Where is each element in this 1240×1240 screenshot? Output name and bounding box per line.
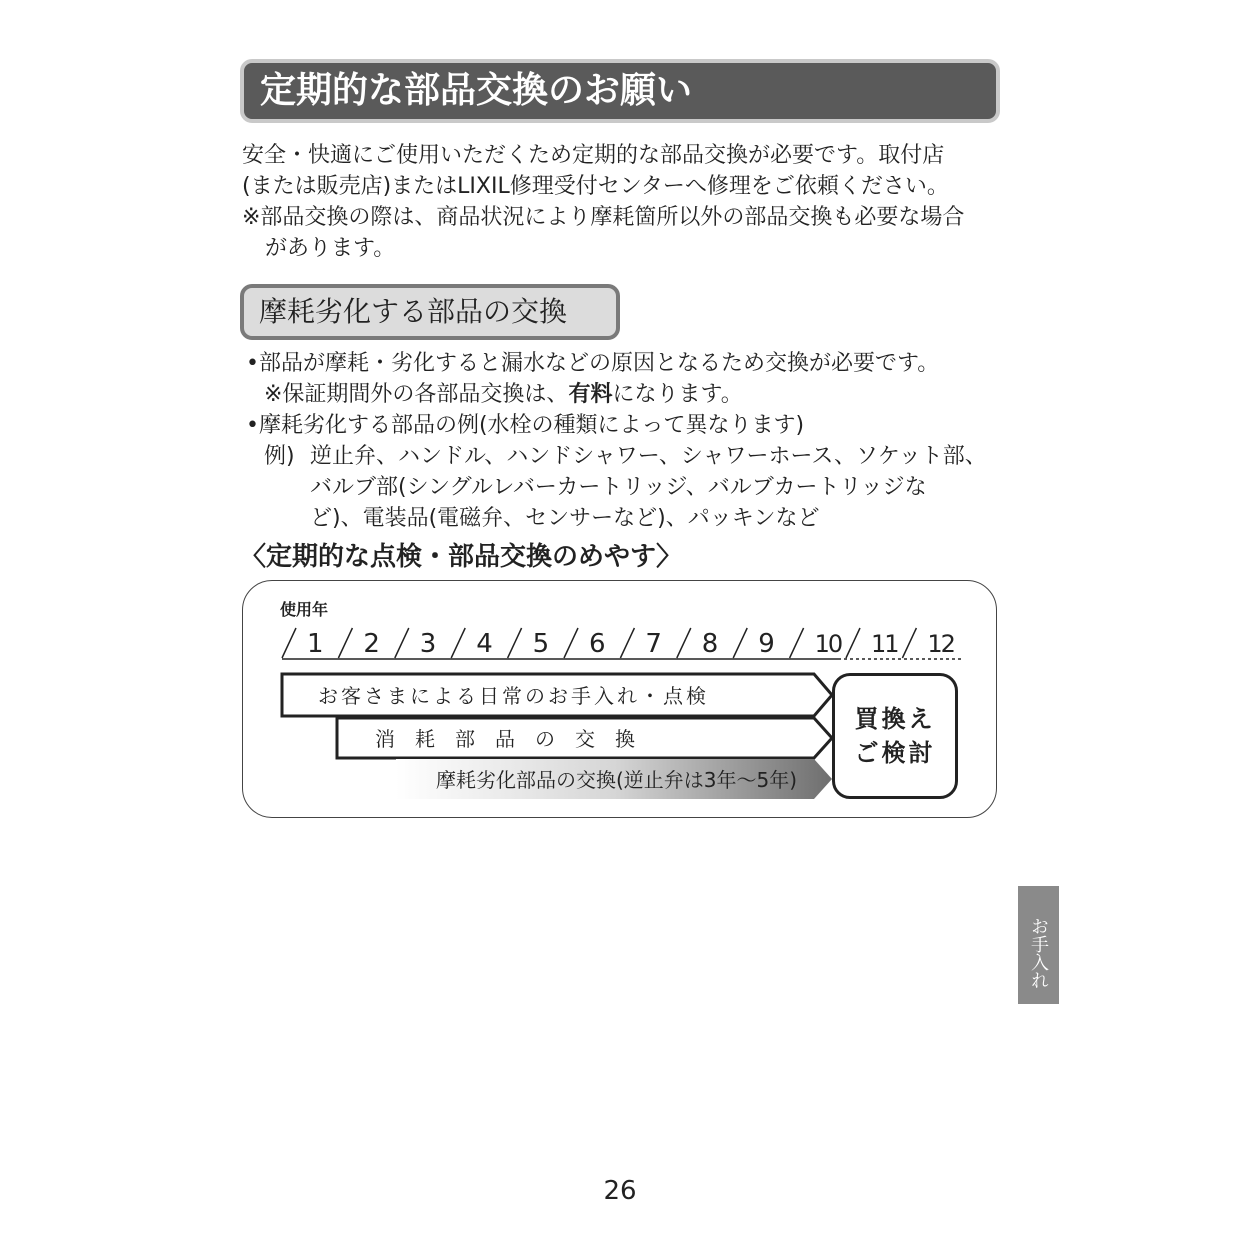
example-line: ど)、電装品(電磁弁、センサーなど)、パッキンなど [310,506,820,531]
year-number: 4 [476,629,493,659]
bar-daily-care-label: お客さまによる日常のお手入れ・点検 [318,684,709,708]
page-title: 定期的な部品交換のお願い [240,59,1000,123]
bullet-note: ※保証期間外の各部品交換は、有料になります。 [264,382,743,407]
year-slash [677,628,691,658]
year-number: 6 [589,629,606,659]
intro-note-cont: があります。 [265,236,396,261]
example-label: 例) [264,444,295,469]
year-slash [338,628,352,658]
year-number: 8 [701,629,719,659]
example-line: 逆止弁、ハンドル、ハンドシャワー、シャワーホース、ソケット部、 [310,444,987,469]
year-slash [282,628,296,658]
year-number: 3 [419,629,437,659]
years-label: 使用年 [280,600,329,619]
replacement-line: 買換え [854,705,936,733]
section-tab[interactable]: お手入れ [1018,886,1059,1004]
year-number: 12 [927,630,954,658]
schedule-title: 〈定期的な点検・部品交換のめやす〉 [240,542,683,572]
year-slash [902,628,916,658]
year-number: 5 [532,629,550,659]
page-number: 26 [603,1176,637,1206]
year-number: 11 [871,630,898,658]
year-slash [620,628,634,658]
year-number: 1 [307,629,324,659]
bullet-item: •摩耗劣化する部品の例(水栓の種類によって異なります) [246,413,805,438]
year-slash [508,628,522,658]
intro-note: ※部品交換の際は、商品状況により摩耗箇所以外の部品交換も必要な場合 [242,205,965,230]
year-slash [451,628,465,658]
year-slashes [282,628,916,658]
year-slash [564,628,578,658]
year-slash [846,628,860,658]
intro-line: 安全・快適にご使用いただくため定期的な部品交換が必要です。取付店 [242,143,945,168]
year-slash [395,628,409,658]
year-number: 7 [645,629,662,659]
replacement-line: ご検討 [854,739,936,767]
section-header: 摩耗劣化する部品の交換 [240,284,620,340]
example-line: バルブ部(シングルレバーカートリッジ、バルブカートリッジな [310,475,927,500]
year-number: 10 [814,630,842,658]
bar-consumables-label: 消 耗 部 品 の 交 換 [375,727,635,751]
replacement-box [832,673,958,799]
bullet-item: •部品が摩耗・劣化すると漏水などの原因となるため交換が必要です。 [246,351,940,376]
year-number: 2 [363,629,380,659]
year-slash [790,628,804,658]
year-slash [733,628,747,658]
intro-line: (または販売店)またはLIXIL修理受付センターへ修理をご依頼ください。 [242,174,949,199]
year-number: 9 [758,629,775,659]
bar-wear-parts-label: 摩耗劣化部品の交換(逆止弁は3年〜5年) [436,768,798,792]
